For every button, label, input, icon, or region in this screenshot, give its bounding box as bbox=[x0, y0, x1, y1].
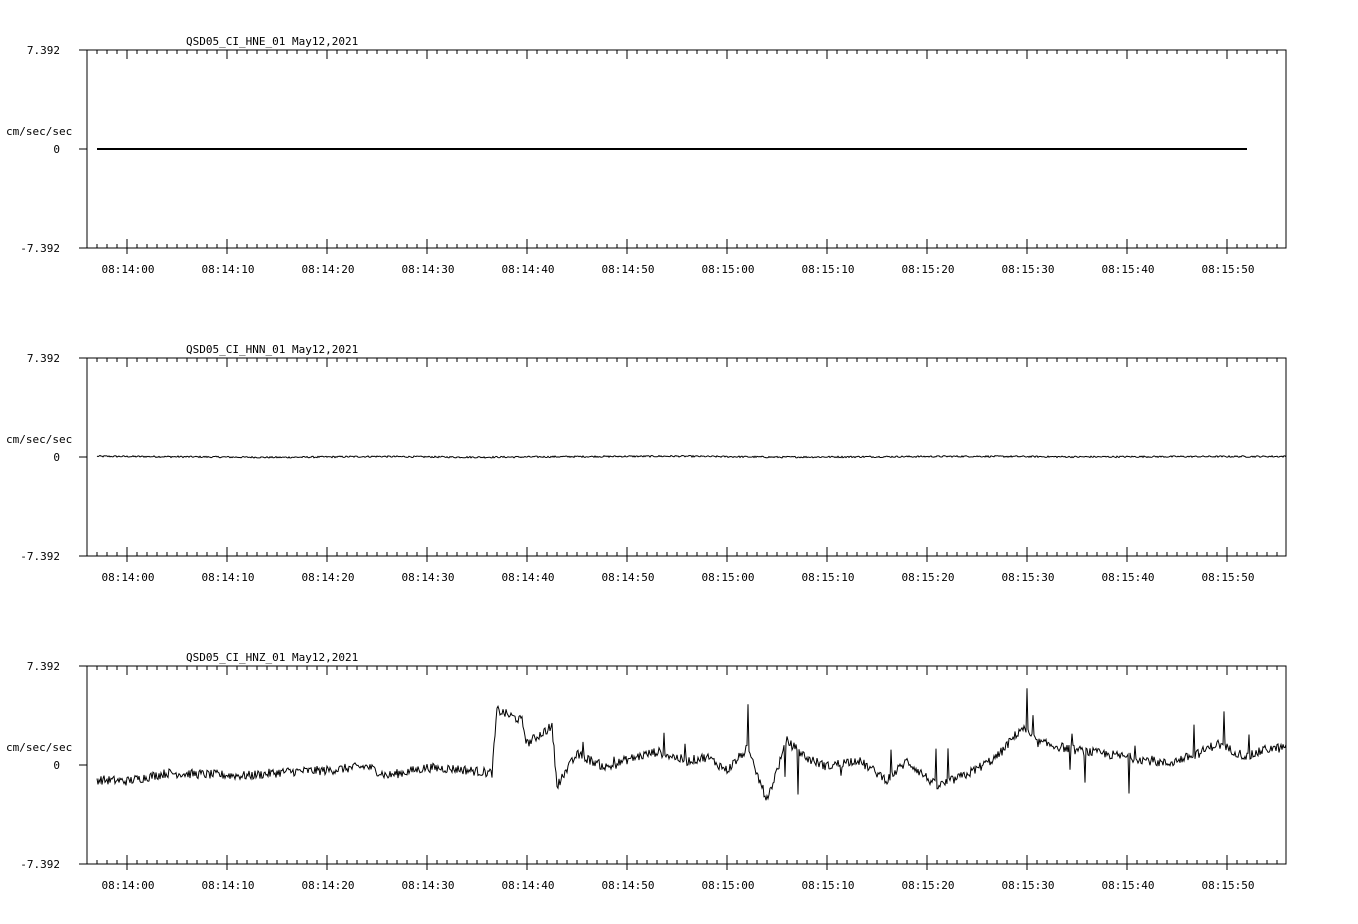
y-tick-label: 7.392 bbox=[26, 44, 60, 57]
x-tick-label: 08:14:40 bbox=[501, 263, 555, 276]
x-tick-label: 08:15:10 bbox=[801, 263, 855, 276]
x-tick-label: 08:14:20 bbox=[301, 263, 355, 276]
x-tick-label: 08:15:30 bbox=[1001, 263, 1055, 276]
chart-title: QSD05_CI_HNE_01 May12,2021 bbox=[186, 35, 359, 48]
x-tick-label: 08:15:30 bbox=[1001, 879, 1055, 892]
y-tick-label: -7.392 bbox=[20, 550, 60, 563]
x-tick-label: 08:14:50 bbox=[601, 879, 655, 892]
y-tick-label: 7.392 bbox=[26, 660, 60, 673]
x-tick-label: 08:14:40 bbox=[501, 571, 555, 584]
x-tick-label: 08:15:40 bbox=[1101, 263, 1155, 276]
x-tick-label: 08:14:00 bbox=[101, 571, 155, 584]
x-tick-label: 08:14:40 bbox=[501, 879, 555, 892]
y-axis-label: cm/sec/sec bbox=[6, 741, 73, 754]
x-tick-label: 08:14:20 bbox=[301, 879, 355, 892]
x-tick-label: 08:14:10 bbox=[201, 263, 255, 276]
chart-title: QSD05_CI_HNN_01 May12,2021 bbox=[186, 343, 359, 356]
y-tick-label: 0 bbox=[53, 451, 60, 464]
y-tick-label: -7.392 bbox=[20, 858, 60, 871]
y-axis-label: cm/sec/sec bbox=[6, 433, 73, 446]
x-tick-label: 08:14:30 bbox=[401, 879, 455, 892]
x-tick-label: 08:15:20 bbox=[901, 879, 955, 892]
y-axis-label: cm/sec/sec bbox=[6, 125, 73, 138]
x-tick-label: 08:15:40 bbox=[1101, 571, 1155, 584]
series-trace bbox=[97, 688, 1286, 800]
y-tick-label: 0 bbox=[53, 759, 60, 772]
x-tick-label: 08:15:50 bbox=[1201, 879, 1255, 892]
x-tick-label: 08:15:00 bbox=[701, 263, 755, 276]
x-tick-label: 08:15:20 bbox=[901, 571, 955, 584]
x-tick-label: 08:14:20 bbox=[301, 571, 355, 584]
x-tick-label: 08:14:50 bbox=[601, 263, 655, 276]
x-tick-label: 08:14:00 bbox=[101, 879, 155, 892]
x-tick-label: 08:15:00 bbox=[701, 879, 755, 892]
x-tick-label: 08:15:30 bbox=[1001, 571, 1055, 584]
x-tick-label: 08:14:30 bbox=[401, 571, 455, 584]
x-tick-label: 08:14:30 bbox=[401, 263, 455, 276]
x-tick-label: 08:14:10 bbox=[201, 571, 255, 584]
x-tick-label: 08:15:50 bbox=[1201, 263, 1255, 276]
y-tick-label: -7.392 bbox=[20, 242, 60, 255]
series-trace bbox=[97, 456, 1286, 459]
x-tick-label: 08:15:00 bbox=[701, 571, 755, 584]
x-tick-label: 08:15:50 bbox=[1201, 571, 1255, 584]
x-tick-label: 08:15:20 bbox=[901, 263, 955, 276]
x-tick-label: 08:14:50 bbox=[601, 571, 655, 584]
x-tick-label: 08:15:10 bbox=[801, 879, 855, 892]
x-tick-label: 08:14:10 bbox=[201, 879, 255, 892]
y-tick-label: 0 bbox=[53, 143, 60, 156]
y-tick-label: 7.392 bbox=[26, 352, 60, 365]
x-tick-label: 08:15:40 bbox=[1101, 879, 1155, 892]
chart-title: QSD05_CI_HNZ_01 May12,2021 bbox=[186, 651, 359, 664]
x-tick-label: 08:14:00 bbox=[101, 263, 155, 276]
x-tick-label: 08:15:10 bbox=[801, 571, 855, 584]
